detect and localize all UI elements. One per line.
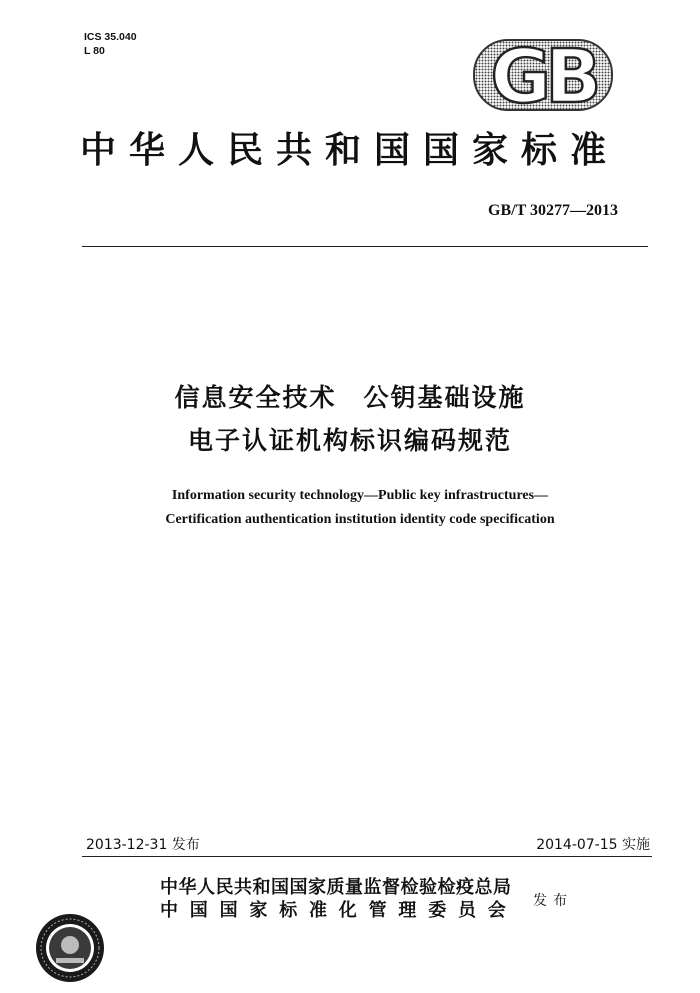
footer-divider	[82, 856, 652, 857]
implementation-date: 2014-07-15 实施	[536, 837, 650, 853]
header-divider	[82, 246, 648, 247]
publish-label: 发布	[533, 893, 573, 909]
issue-date: 2013-12-31 发布	[86, 837, 200, 853]
gb-logo-icon	[472, 38, 614, 112]
publisher-line-1: 中华人民共和国国家质量监督检验检疫总局	[160, 877, 512, 898]
english-title-line-1: Information security technology—Public key infrastructures—	[171, 488, 549, 503]
classification-codes	[84, 30, 137, 58]
publisher-line-2: 中国国家标准化管理委员会	[160, 900, 518, 921]
english-title-line-2: Certification authentication institution identity code specification	[165, 512, 555, 527]
ics-code: ICS 35.040	[84, 31, 137, 43]
seal-icon	[34, 912, 106, 984]
ccs-code: L 80	[84, 45, 105, 57]
gb-logo-text: GB	[490, 38, 596, 112]
standard-number: GB/T 30277—2013	[488, 202, 618, 219]
chinese-title-line-1: 信息安全技术 公钥基础设施	[174, 383, 526, 412]
chinese-title-line-2: 电子认证机构标识编码规范	[187, 426, 512, 455]
standard-type-heading: 中华人民共和国国家标准	[80, 129, 620, 171]
